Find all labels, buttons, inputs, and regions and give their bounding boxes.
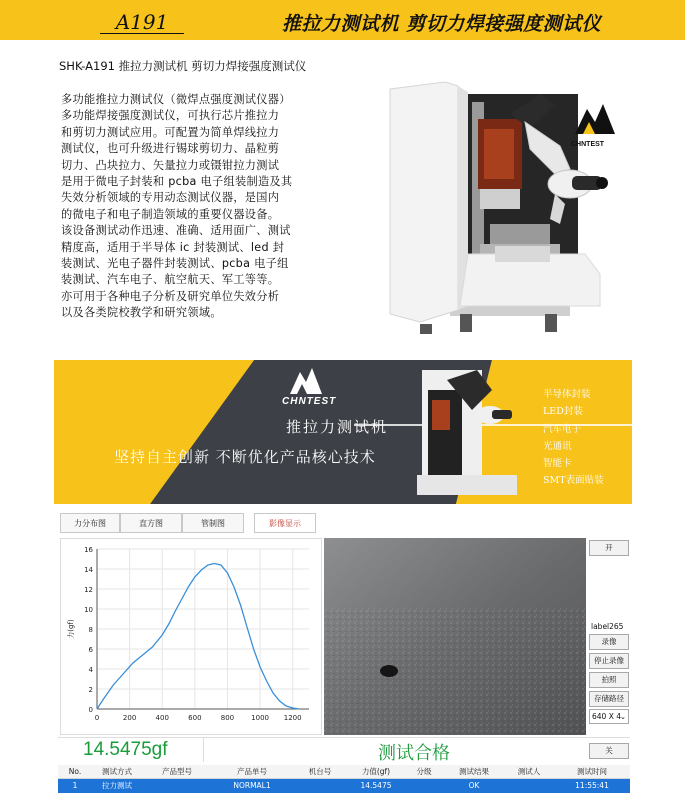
y-tick-label: 2 — [88, 686, 93, 694]
result-readout — [58, 737, 630, 764]
promo-banner — [54, 360, 632, 504]
banner-product-name: 推拉力测试机 — [286, 418, 389, 436]
camera-open-button[interactable]: 开 — [589, 540, 629, 556]
x-tick-label: 600 — [188, 714, 202, 722]
page-title: 推拉力测试机 剪切力焊接强度测试仪 — [282, 13, 602, 35]
table-header-row — [58, 765, 630, 779]
table-header-cell: 测试结果 — [444, 765, 504, 779]
tab-control-chart[interactable]: 管制图 — [182, 513, 244, 533]
camera-close-button[interactable]: 关 — [589, 743, 629, 759]
table-cell — [142, 779, 212, 793]
table-header-cell: No. — [58, 765, 92, 779]
y-tick-label: 6 — [88, 646, 93, 654]
tab-histogram[interactable]: 直方图 — [120, 513, 182, 533]
banner-application-list — [543, 386, 604, 490]
intro-line: 失效分析领域的专用动态测试仪器，是国内 — [61, 191, 280, 205]
table-cell: 11:55:41 — [554, 779, 630, 793]
x-tick-label: 1200 — [283, 714, 302, 722]
capture-button[interactable]: 拍照 — [589, 672, 629, 688]
banner-application-item: 智能卡 — [543, 458, 572, 470]
stop-record-button[interactable]: 停止录像 — [589, 653, 629, 669]
force-chart-panel — [60, 538, 322, 735]
intro-line: 是用于微电子封装和 pcba 电子组装制造及其 — [61, 175, 293, 189]
table-cell — [292, 779, 348, 793]
camera-image — [324, 538, 586, 735]
table-cell: 14.5475 — [348, 779, 404, 793]
table-cell: 1 — [58, 779, 92, 793]
banner-application-item: LED封装 — [543, 406, 583, 418]
table-header-cell: 机台号 — [292, 765, 348, 779]
save-path-button[interactable]: 存储路径 — [589, 691, 629, 707]
camera-controls — [588, 538, 630, 755]
chevron-down-icon: ⌄ — [619, 712, 626, 721]
test-software-window — [58, 511, 630, 794]
banner-brand: CHNTEST — [282, 396, 337, 407]
table-header-cell: 产品型号 — [142, 765, 212, 779]
y-tick-label: 8 — [88, 626, 93, 634]
intro-line: 的微电子和电子制造领域的重要仪器设备。 — [61, 207, 280, 221]
intro-line: 多功能推拉力测试仪（微焊点强度测试仪器） — [61, 93, 291, 106]
intro-line: 亦可用于各种电子分析及研究单位失效分析 — [61, 289, 280, 303]
table-header-cell: 分级 — [404, 765, 444, 779]
force-curve-line — [97, 564, 299, 710]
intro-text — [61, 92, 313, 322]
tab-force-distribution[interactable]: 力分布图 — [60, 513, 120, 533]
product-machine-image — [360, 74, 630, 336]
brand-logo-text: CHNTEST — [571, 141, 605, 148]
banner-slogan: 坚持自主创新 不断优化产品核心技术 — [114, 448, 376, 466]
intro-line: 该设备测试动作迅速、准确、适用面广、测试 — [61, 224, 291, 238]
table-cell — [504, 779, 554, 793]
x-tick-label: 800 — [220, 714, 235, 722]
force-curve-chart — [61, 539, 323, 736]
camera-view — [324, 538, 586, 735]
table-cell: NORMAL1 — [212, 779, 292, 793]
intro-line: 以及各类院校教学和研究领域。 — [61, 306, 222, 320]
intro-line: 装测试、光电子器件封装测试、pcba 电子组 — [61, 257, 289, 271]
resolution-select[interactable] — [589, 709, 629, 724]
intro-line: 和剪切力测试应用。可配置为简单焊线拉力 — [61, 125, 280, 139]
intro-line: 测试仪，也可升级进行锡球剪切力、晶粒剪 — [61, 142, 280, 156]
x-tick-label: 0 — [94, 714, 100, 722]
force-value: 14.5475gf — [83, 739, 168, 760]
table-cell — [404, 779, 444, 793]
banner-application-item: SMT表面贴装 — [543, 475, 604, 487]
record-button[interactable]: 录像 — [589, 634, 629, 650]
test-result-status: 测试合格 — [378, 743, 450, 764]
banner-application-item: 汽车电子 — [543, 423, 582, 435]
x-tick-label: 200 — [122, 714, 137, 722]
y-tick-label: 4 — [88, 666, 93, 674]
model-tag: A191 — [100, 10, 184, 34]
camera-status-label: label265 — [591, 622, 624, 631]
table-header-cell: 测试人 — [504, 765, 554, 779]
y-tick-label: 12 — [84, 586, 93, 594]
resolution-select-value: 640 X 4 — [592, 712, 621, 721]
intro-line: 多功能焊接强度测试仪，可执行芯片推拉力 — [61, 109, 280, 123]
y-tick-label: 0 — [88, 706, 93, 714]
banner-application-item: 半导体封装 — [543, 389, 591, 400]
intro-line: 装测试、汽车电子、航空航天、军工等等。 — [61, 273, 280, 287]
y-axis-label: 力(gf) — [67, 619, 75, 639]
y-tick-label: 10 — [84, 606, 93, 614]
intro-line: 精度高，适用于半导体 ic 封装测试、led 封 — [61, 240, 285, 254]
product-subtitle: SHK-A191 推拉力测试机 剪切力焊接强度测试仪 — [59, 59, 307, 73]
table-header-cell: 测试方式 — [92, 765, 142, 779]
table-header-cell: 产品单号 — [212, 765, 292, 779]
banner-application-item: 光通讯 — [543, 440, 572, 452]
x-tick-label: 1000 — [251, 714, 269, 722]
y-tick-label: 14 — [84, 566, 93, 574]
table-row[interactable] — [58, 779, 630, 793]
y-tick-label: 16 — [84, 546, 93, 554]
table-header-cell: 力值(gf) — [348, 765, 404, 779]
tab-image-display[interactable]: 影像显示 — [254, 513, 316, 533]
table-header-cell: 测试时间 — [554, 765, 630, 779]
x-tick-label: 400 — [155, 714, 169, 722]
table-cell: 拉力测试 — [92, 779, 142, 793]
header-bar — [0, 0, 685, 40]
readout-divider — [203, 738, 204, 762]
table-cell: OK — [444, 779, 504, 793]
intro-line: 切力、凸块拉力、矢量拉力或镊钳拉力测试 — [61, 158, 280, 172]
